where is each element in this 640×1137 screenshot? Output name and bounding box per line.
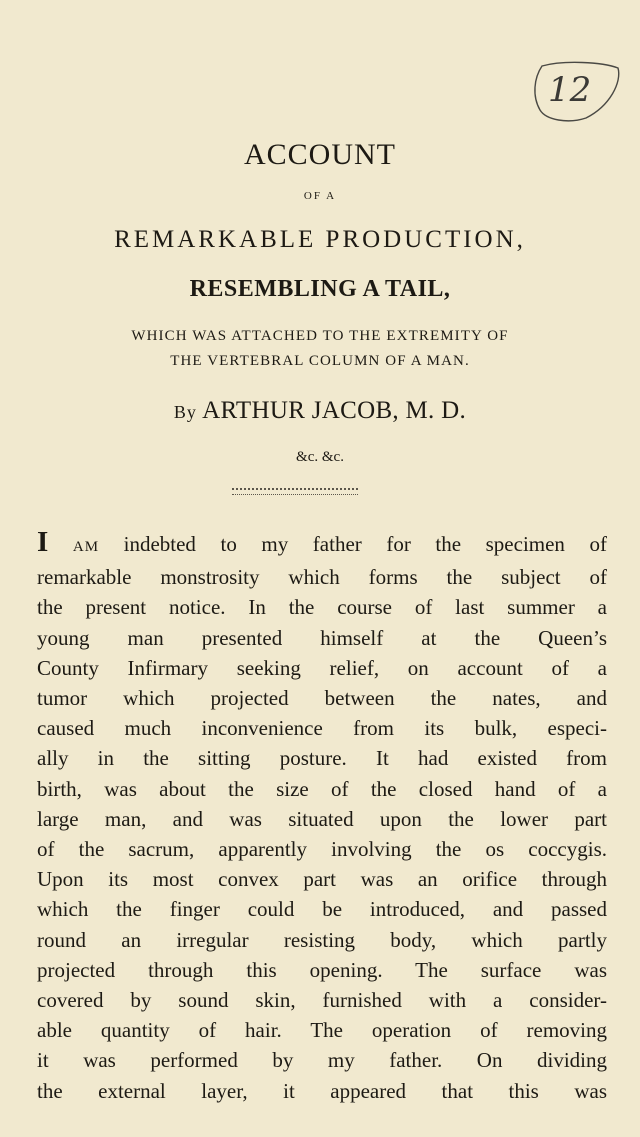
initial-smallcaps: AM bbox=[72, 539, 100, 555]
body-text bbox=[37, 527, 607, 1106]
byline bbox=[0, 397, 640, 425]
title-account: ACCOUNT bbox=[243, 138, 396, 171]
byline-etc: &c. &c. bbox=[296, 449, 344, 465]
title-resembling-a-tail: RESEMBLING A TAIL, bbox=[189, 276, 451, 302]
body-line: the external layer, it appeared that this was bbox=[37, 1078, 607, 1103]
body-line: large man, and was situated upon the lower part bbox=[37, 806, 607, 831]
subtitle-line-2: THE VERTEBRAL COLUMN OF A MAN. bbox=[170, 353, 470, 369]
initial-letter: I bbox=[37, 526, 49, 558]
body-line: remarkable monstrosity which forms the subject of bbox=[37, 565, 607, 590]
body-line: projected through this opening. The surface was bbox=[37, 957, 607, 982]
body-line: it was performed by my father. On dividing bbox=[37, 1048, 607, 1073]
body-line: which the finger could be introduced, and passed bbox=[37, 897, 607, 922]
body-line: the present notice. In the course of last summer a bbox=[37, 595, 607, 620]
body-line bbox=[37, 527, 607, 562]
title-of-a: OF A bbox=[303, 190, 337, 202]
body-line: round an irregular resisting body, which partly bbox=[37, 927, 607, 952]
body-line: of the sacrum, apparently involving the os coccygis. bbox=[37, 837, 607, 862]
body-line: ally in the sitting posture. It had existed from bbox=[37, 746, 607, 771]
byline-author: ARTHUR JACOB, M. D. bbox=[202, 397, 467, 424]
body-line: able quantity of hair. The operation of removing bbox=[37, 1018, 607, 1043]
subtitle-line-1: WHICH WAS ATTACHED TO THE EXTREMITY OF bbox=[131, 328, 509, 344]
ornamental-divider bbox=[232, 488, 358, 495]
body-line: caused much inconvenience from its bulk, especi- bbox=[37, 716, 607, 741]
stamp-number: 12 bbox=[548, 70, 592, 110]
body-line: Upon its most convex part was an orifice through bbox=[37, 867, 607, 892]
title-remarkable-production: REMARKABLE PRODUCTION, bbox=[114, 226, 526, 253]
body-line: birth, was about the size of the closed hand of a bbox=[37, 776, 607, 801]
body-line: County Infirmary seeking relief, on account of a bbox=[37, 655, 607, 680]
body-line: tumor which projected between the nates, and bbox=[37, 686, 607, 711]
first-line-rest: indebted to my father for the specimen of bbox=[99, 532, 607, 556]
byline-by: By bbox=[173, 402, 197, 422]
body-line: covered by sound skin, furnished with a consider- bbox=[37, 988, 607, 1013]
body-line: young man presented himself at the Queen’s bbox=[37, 625, 607, 650]
